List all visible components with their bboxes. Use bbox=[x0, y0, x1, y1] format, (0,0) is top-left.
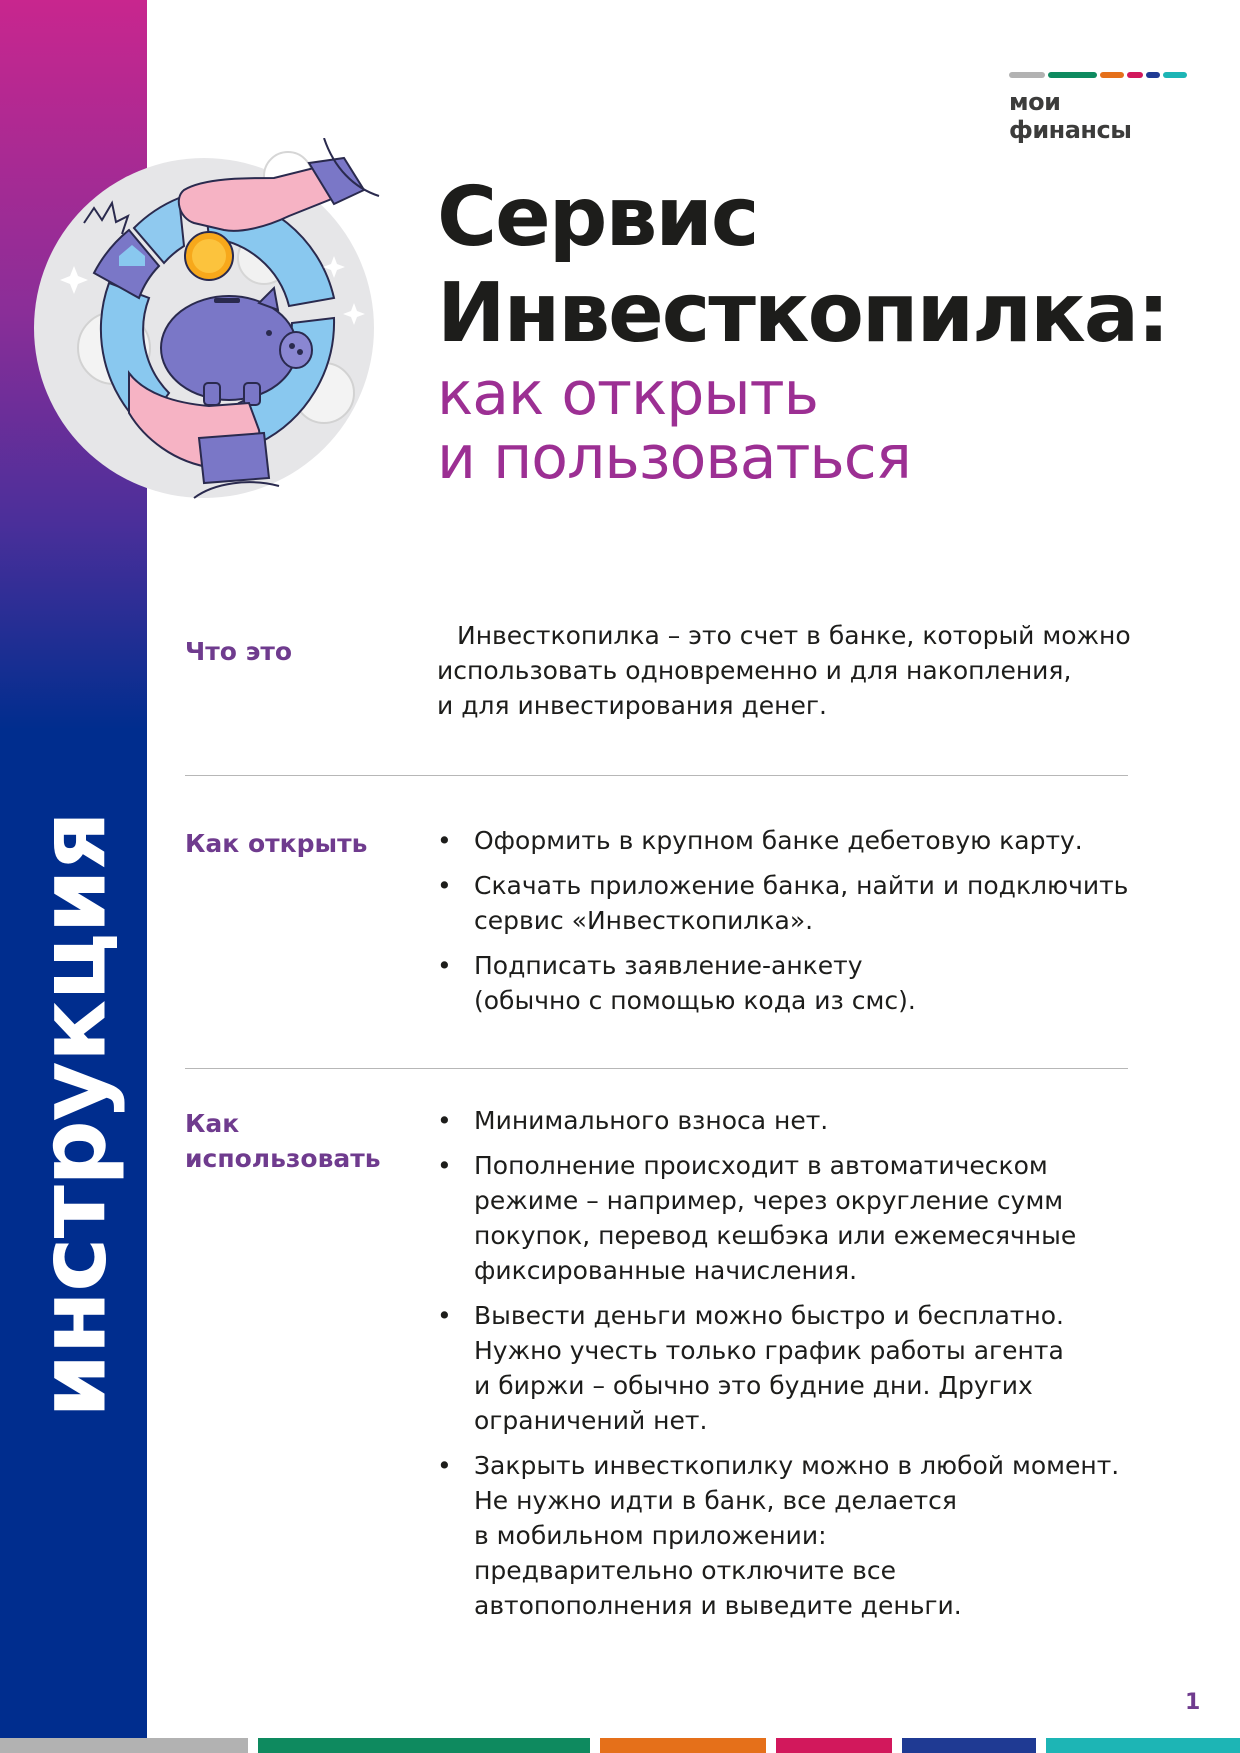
label-line: использовать bbox=[185, 1144, 381, 1173]
logo-bar bbox=[1100, 72, 1124, 78]
text-line: Закрыть инвесткопилку можно в любой момент. bbox=[474, 1451, 1120, 1480]
side-label: инструкция bbox=[19, 812, 127, 1418]
text-line: использовать одновременно и для накопления, bbox=[437, 656, 1072, 685]
subtitle-line-2: и пользоваться bbox=[437, 423, 911, 493]
text-line: сервис «Инвесткопилка». bbox=[474, 906, 814, 935]
text-line: Скачать приложение банка, найти и подключить bbox=[474, 871, 1129, 900]
subtitle-line-1: как открыть bbox=[437, 359, 818, 429]
section-label-use bbox=[185, 1106, 405, 1176]
section-body-what bbox=[437, 618, 1167, 723]
label-line: Как bbox=[185, 1109, 240, 1138]
logo-bar bbox=[1009, 72, 1045, 78]
bottom-bar bbox=[1046, 1738, 1240, 1753]
bottom-color-bars bbox=[0, 1738, 1240, 1753]
text-line: фиксированные начисления. bbox=[474, 1256, 858, 1285]
bullet-icon: • bbox=[437, 826, 452, 855]
section-label-open: Как открыть bbox=[185, 829, 368, 858]
text-line: Оформить в крупном банке дебетовую карту. bbox=[474, 826, 1083, 855]
text-line: Не нужно идти в банк, все делается bbox=[474, 1486, 957, 1515]
list-item bbox=[437, 948, 1167, 1018]
section-body-open bbox=[437, 823, 1167, 1028]
text-line: режиме – например, через округление сумм bbox=[474, 1186, 1064, 1215]
what-paragraph bbox=[437, 618, 1167, 723]
bottom-bar bbox=[902, 1738, 1036, 1753]
list-item bbox=[437, 823, 1167, 858]
list-item bbox=[437, 1448, 1167, 1623]
section-label-what: Что это bbox=[185, 637, 293, 666]
logo-bar bbox=[1163, 72, 1187, 78]
page-number: 1 bbox=[1185, 1690, 1201, 1715]
bullet-icon: • bbox=[437, 1106, 452, 1135]
text-line: и для инвестирования денег. bbox=[437, 691, 827, 720]
text-line: и биржи – обычно это будние дни. Других bbox=[474, 1371, 1033, 1400]
text-line: в мобильном приложении: bbox=[474, 1521, 827, 1550]
text-line: Вывести деньги можно быстро и бесплатно. bbox=[474, 1301, 1064, 1330]
bullet-icon: • bbox=[437, 951, 452, 980]
open-steps-list bbox=[437, 823, 1167, 1018]
text-line: Нужно учесть только график работы агента bbox=[474, 1336, 1064, 1365]
text-line: Инвесткопилка – это счет в банке, который можно bbox=[457, 621, 1131, 650]
logo-bar bbox=[1127, 72, 1143, 78]
bottom-bar bbox=[0, 1738, 248, 1753]
text-line: ограничений нет. bbox=[474, 1406, 708, 1435]
bottom-bar bbox=[600, 1738, 766, 1753]
brand-logo bbox=[1009, 72, 1187, 144]
list-item bbox=[437, 1148, 1167, 1288]
bullet-icon: • bbox=[437, 1301, 452, 1330]
section-body-use bbox=[437, 1103, 1167, 1633]
divider bbox=[185, 775, 1128, 776]
logo-bar bbox=[1146, 72, 1160, 78]
logo-bar bbox=[1048, 72, 1098, 78]
coin-icon bbox=[185, 232, 233, 280]
top-hand-icon bbox=[179, 138, 379, 231]
list-item bbox=[437, 1103, 1167, 1138]
bullet-icon: • bbox=[437, 871, 452, 900]
text-line: предварительно отключите все bbox=[474, 1556, 897, 1585]
bottom-bar bbox=[258, 1738, 590, 1753]
text-line: Минимального взноса нет. bbox=[474, 1106, 829, 1135]
logo-text: мои финансы bbox=[1009, 88, 1132, 144]
title-block bbox=[437, 170, 1168, 493]
logo-color-bars bbox=[1009, 72, 1187, 78]
page-title-line-2: Инвесткопилка: bbox=[437, 266, 1168, 361]
use-rules-list bbox=[437, 1103, 1167, 1623]
text-line: покупок, перевод кешбэка или ежемесячные bbox=[474, 1221, 1077, 1250]
page-subtitle bbox=[437, 359, 1168, 493]
text-line: Пополнение происходит в автоматическом bbox=[474, 1151, 1048, 1180]
list-item bbox=[437, 1298, 1167, 1438]
bullet-icon: • bbox=[437, 1451, 452, 1480]
list-item bbox=[437, 868, 1167, 938]
bottom-bar bbox=[776, 1738, 892, 1753]
piggy-bank-illustration bbox=[34, 138, 424, 548]
text-line: (обычно с помощью кода из смс). bbox=[474, 986, 916, 1015]
text-line: автопополнения и выведите деньги. bbox=[474, 1591, 962, 1620]
text-line: Подписать заявление-анкету bbox=[474, 951, 863, 980]
divider bbox=[185, 1068, 1128, 1069]
page-title-line-1: Сервис bbox=[437, 170, 758, 265]
bullet-icon: • bbox=[437, 1151, 452, 1180]
